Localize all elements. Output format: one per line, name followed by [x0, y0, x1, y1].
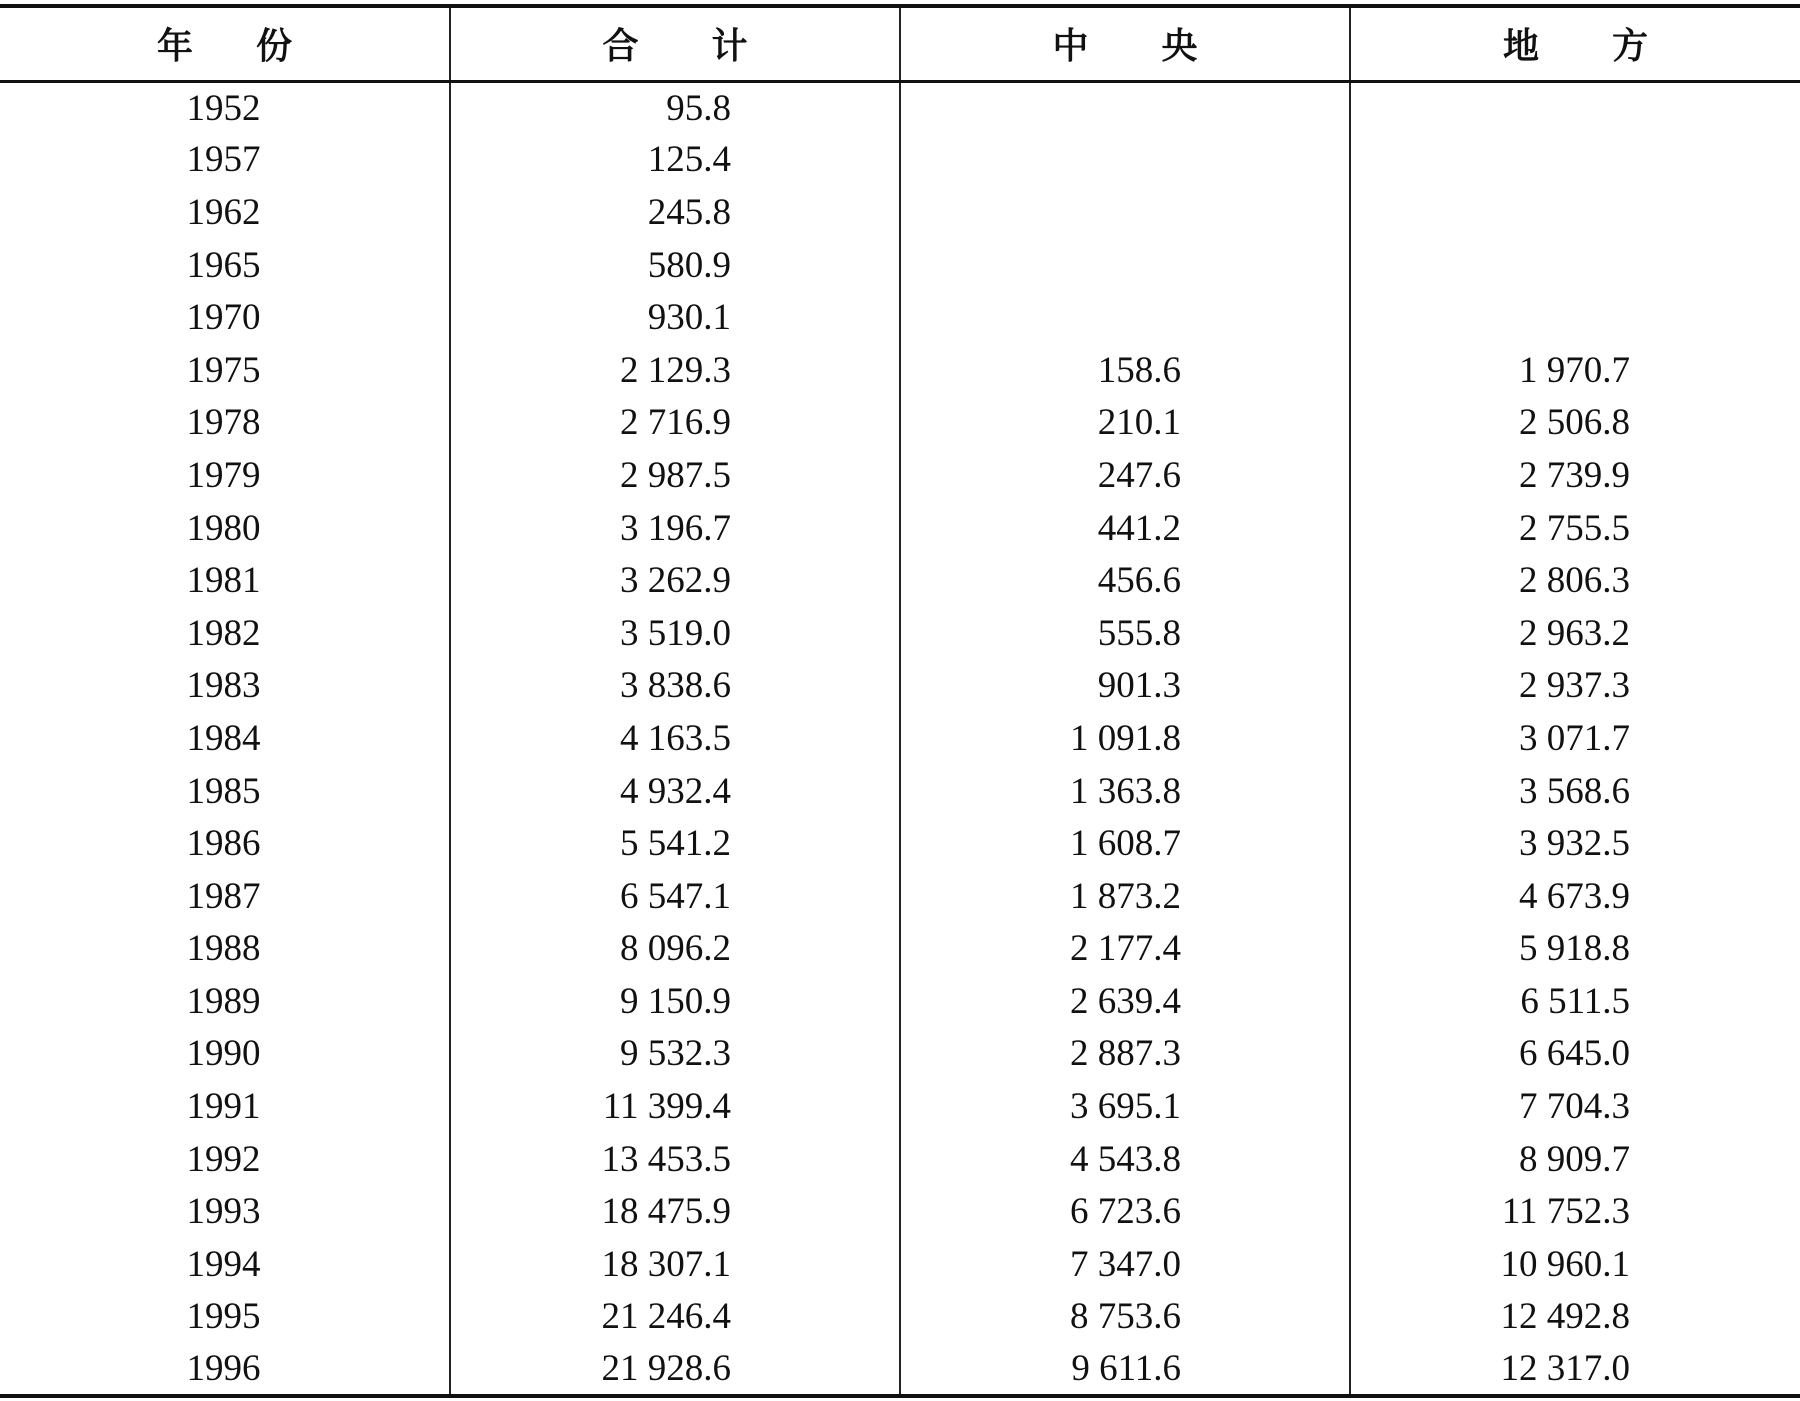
cell-local: [1350, 81, 1800, 134]
cell-year: 1980: [186, 507, 261, 549]
table-row: [0, 291, 1800, 344]
header-central-char-1: 中: [1052, 26, 1089, 68]
cell-local: 2 963.2: [1350, 607, 1800, 660]
table-row: [0, 975, 1800, 1028]
cell-year: 1986: [186, 823, 261, 865]
cell-central: 6 723.6: [900, 1185, 1350, 1238]
cell-year: 1983: [186, 665, 261, 707]
cell-local: 11 752.3: [1350, 1185, 1800, 1238]
cell-local: 3 071.7: [1350, 712, 1800, 765]
cell-central: 1 608.7: [900, 817, 1350, 870]
cell-central: [900, 186, 1350, 239]
header-total-char-1: 合: [602, 26, 639, 68]
cell-central: 1 873.2: [900, 870, 1350, 923]
cell-total: 2 987.5: [450, 449, 900, 502]
cell-central: 3 695.1: [900, 1080, 1350, 1133]
cell-total: 3 196.7: [450, 502, 900, 555]
cell-total: 3 519.0: [450, 607, 900, 660]
header-total-char-2: 计: [711, 26, 748, 68]
cell-central: 8 753.6: [900, 1291, 1350, 1344]
cell-total: 2 716.9: [450, 397, 900, 450]
cell-year: 1989: [186, 980, 261, 1022]
table-row: [0, 923, 1800, 976]
cell-local: 7 704.3: [1350, 1080, 1800, 1133]
cell-year: 1994: [186, 1243, 261, 1285]
cell-local: 2 937.3: [1350, 660, 1800, 713]
cell-local: [1350, 291, 1800, 344]
table-row: [0, 1080, 1800, 1133]
table-body: [0, 81, 1800, 1396]
cell-local: 1 970.7: [1350, 344, 1800, 397]
cell-total: 245.8: [450, 186, 900, 239]
cell-total: 580.9: [450, 239, 900, 292]
header-local-char-2: 方: [1611, 26, 1648, 68]
table-row: [0, 817, 1800, 870]
cell-local: 3 568.6: [1350, 765, 1800, 818]
cell-total: 18 307.1: [450, 1238, 900, 1291]
table-row: [0, 1343, 1800, 1396]
header-year: [0, 6, 450, 81]
table-row: [0, 134, 1800, 187]
cell-year: 1952: [186, 87, 261, 129]
cell-year: 1996: [0, 1343, 450, 1396]
cell-year: 1993: [186, 1191, 261, 1233]
cell-local: 8 909.7: [1350, 1133, 1800, 1186]
cell-central: 2 177.4: [900, 923, 1350, 976]
cell-central: 7 347.0: [900, 1238, 1350, 1291]
table-row: [0, 712, 1800, 765]
cell-total: 9 532.3: [450, 1028, 900, 1081]
cell-local: 3 932.5: [1350, 817, 1800, 870]
header-central-char-2: 央: [1161, 26, 1198, 68]
table-row: [0, 870, 1800, 923]
cell-total: 11 399.4: [450, 1080, 900, 1133]
cell-local: 4 673.9: [1350, 870, 1800, 923]
cell-local: 6 511.5: [1350, 975, 1800, 1028]
cell-local: 2 739.9: [1350, 449, 1800, 502]
header-year-char-2: 份: [255, 26, 292, 68]
table-row: [0, 554, 1800, 607]
cell-total: 5 541.2: [450, 817, 900, 870]
cell-central: 4 543.8: [900, 1133, 1350, 1186]
cell-year: 1965: [186, 244, 261, 286]
cell-year: 1962: [186, 191, 261, 233]
data-table-container: [0, 4, 1800, 1398]
table-row: [0, 81, 1800, 134]
cell-central: 1 363.8: [900, 765, 1350, 818]
cell-year: 1979: [186, 454, 261, 496]
cell-central: 9 611.6: [900, 1343, 1350, 1396]
table-row: [0, 344, 1800, 397]
cell-central: [900, 291, 1350, 344]
header-local-char-1: 地: [1503, 26, 1540, 68]
table-row: [0, 607, 1800, 660]
header-central: [900, 6, 1350, 81]
table-header: [0, 6, 1800, 81]
cell-total: 3 262.9: [450, 554, 900, 607]
cell-total: 18 475.9: [450, 1185, 900, 1238]
cell-year: 1981: [186, 560, 261, 602]
cell-local: 10 960.1: [1350, 1238, 1800, 1291]
header-total: [450, 6, 900, 81]
cell-central: 2 639.4: [900, 975, 1350, 1028]
table-row: [0, 449, 1800, 502]
cell-central: [900, 134, 1350, 187]
cell-year: 1978: [186, 402, 261, 444]
cell-central: 1 091.8: [900, 712, 1350, 765]
cell-central: 456.6: [900, 554, 1350, 607]
cell-total: 4 932.4: [450, 765, 900, 818]
cell-year: 1985: [186, 770, 261, 812]
cell-local: [1350, 134, 1800, 187]
table-row: [0, 660, 1800, 713]
cell-local: 6 645.0: [1350, 1028, 1800, 1081]
cell-total: 9 150.9: [450, 975, 900, 1028]
cell-year: 1970: [186, 297, 261, 339]
cell-year: 1975: [186, 349, 261, 391]
cell-local: 12 317.0: [1350, 1343, 1800, 1396]
cell-total: 125.4: [450, 134, 900, 187]
cell-year: 1982: [186, 612, 261, 654]
cell-central: 210.1: [900, 397, 1350, 450]
cell-year: 1987: [186, 875, 261, 917]
table-row: [0, 239, 1800, 292]
cell-central: 2 887.3: [900, 1028, 1350, 1081]
cell-total: 21 246.4: [450, 1291, 900, 1344]
cell-local: 12 492.8: [1350, 1291, 1800, 1344]
cell-central: 555.8: [900, 607, 1350, 660]
cell-total: 930.1: [450, 291, 900, 344]
cell-year: 1995: [186, 1296, 261, 1338]
cell-total: 13 453.5: [450, 1133, 900, 1186]
cell-local: 5 918.8: [1350, 923, 1800, 976]
table-row: [0, 765, 1800, 818]
cell-year: 1988: [186, 928, 261, 970]
header-row: [0, 6, 1800, 81]
table-row: [0, 186, 1800, 239]
cell-total: 6 547.1: [450, 870, 900, 923]
cell-total: 95.8: [450, 81, 900, 134]
table-row: [0, 1028, 1800, 1081]
table-row: [0, 502, 1800, 555]
cell-central: 247.6: [900, 449, 1350, 502]
cell-local: 2 755.5: [1350, 502, 1800, 555]
cell-local: 2 506.8: [1350, 397, 1800, 450]
cell-central: 158.6: [900, 344, 1350, 397]
cell-central: [900, 239, 1350, 292]
cell-total: 4 163.5: [450, 712, 900, 765]
header-year-char-1: 年: [157, 26, 194, 68]
cell-total: 21 928.6: [450, 1343, 900, 1396]
cell-local: [1350, 186, 1800, 239]
cell-year: 1992: [186, 1138, 261, 1180]
data-table: [0, 4, 1800, 1398]
cell-year: 1990: [186, 1033, 261, 1075]
table-row: [0, 1133, 1800, 1186]
cell-total: 2 129.3: [450, 344, 900, 397]
cell-year: 1984: [186, 717, 261, 759]
cell-year: 1957: [186, 139, 261, 181]
cell-local: [1350, 239, 1800, 292]
table-row: [0, 1185, 1800, 1238]
cell-central: 441.2: [900, 502, 1350, 555]
table-row: [0, 1238, 1800, 1291]
header-local: [1350, 6, 1800, 81]
cell-central: 901.3: [900, 660, 1350, 713]
table-row: [0, 1291, 1800, 1344]
cell-central: [900, 81, 1350, 134]
cell-total: 3 838.6: [450, 660, 900, 713]
table-row: [0, 397, 1800, 450]
cell-local: 2 806.3: [1350, 554, 1800, 607]
cell-year: 1991: [186, 1086, 261, 1128]
cell-total: 8 096.2: [450, 923, 900, 976]
